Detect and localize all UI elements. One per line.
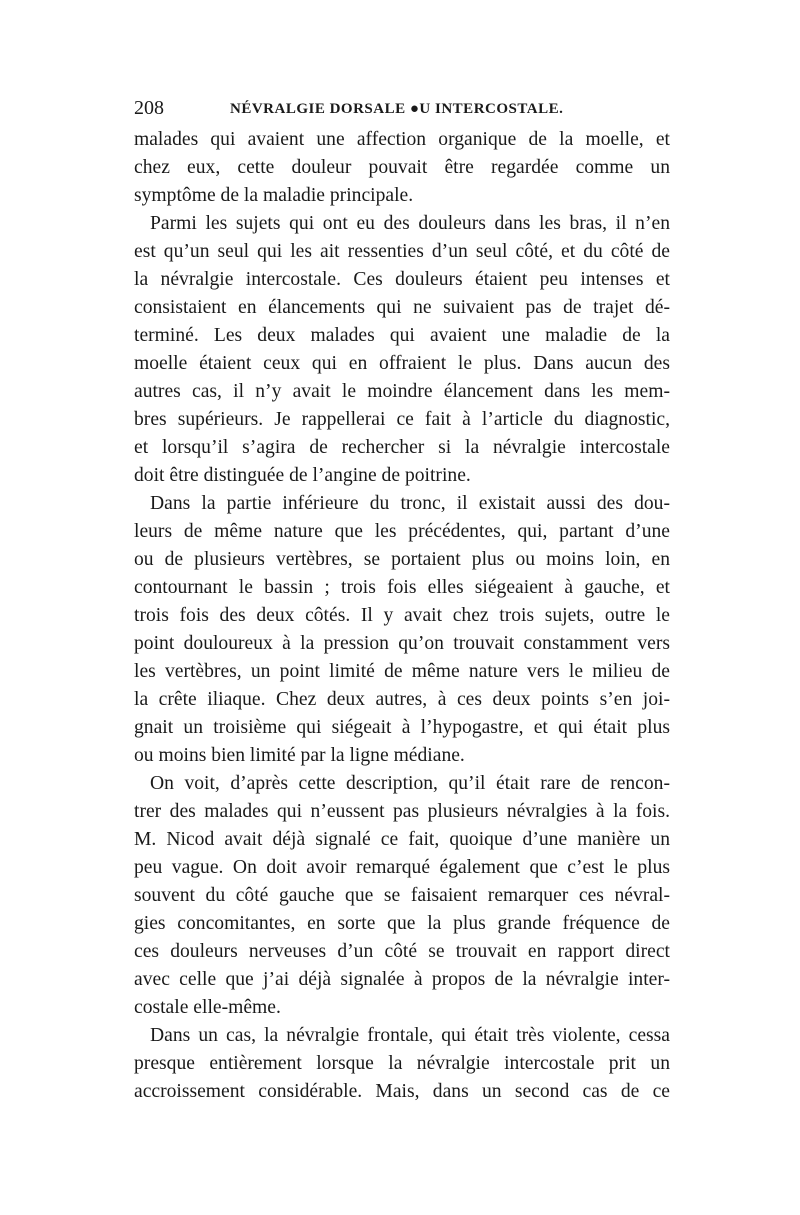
body-text [134,126,670,1106]
text-line: avec celle que j’ai déjà signalée à propos de la névralgie inter- [134,969,670,990]
text-line: est qu’un seul qui les ait ressenties d’un seul côté, et du côté de [134,241,670,262]
text-line: ou moins bien limité par la ligne médiane. [134,745,465,766]
text-line: presque entièrement lorsque la névralgie intercostale prit un [134,1053,670,1074]
text-line: M. Nicod avait déjà signalé ce fait, quoique d’une manière un [134,829,670,850]
text-line: Dans un cas, la névralgie frontale, qui était très violente, cessa [150,1025,670,1046]
page-number: 208 [134,97,164,119]
text-line: autres cas, il n’y avait le moindre élancement dans les mem- [134,381,670,402]
text-line: les vertèbres, un point limité de même nature vers le milieu de [134,661,670,682]
text-line: peu vague. On doit avoir remarqué également que c’est le plus [134,857,670,878]
text-line: terminé. Les deux malades qui avaient une maladie de la [134,325,670,346]
text-line: contournant le bassin ; trois fois elles siégeaient à gauche, et [134,577,670,598]
text-line: la névralgie intercostale. Ces douleurs étaient peu intenses et [134,269,670,290]
text-line: moelle étaient ceux qui en offraient le plus. Dans aucun des [134,353,670,374]
text-line: chez eux, cette douleur pouvait être regardée comme un [134,157,670,178]
text-line: et lorsqu’il s’agira de rechercher si la névralgie intercostale [134,437,670,458]
text-line: doit être distinguée de l’angine de poitrine. [134,465,471,486]
text-line: trois fois des deux côtés. Il y avait chez trois sujets, outre le [134,605,670,626]
text-line: ou de plusieurs vertèbres, se portaient plus ou moins loin, en [134,549,670,570]
text-line: malades qui avaient une affection organique de la moelle, et [134,129,670,150]
text-line: costale elle-même. [134,997,281,1018]
running-head [134,96,670,120]
text-line: accroissement considérable. Mais, dans un second cas de ce [134,1081,670,1102]
text-line: symptôme de la maladie principale. [134,185,414,206]
text-line: Parmi les sujets qui ont eu des douleurs dans les bras, il n’en [150,213,670,234]
text-line: bres supérieurs. Je rappellerai ce fait à l’article du diagnostic, [134,409,670,430]
text-line: consistaient en élancements qui ne suivaient pas de trajet dé- [134,297,670,318]
text-line: point douloureux à la pression qu’on trouvait constamment vers [134,633,670,654]
text-line: On voit, d’après cette description, qu’il était rare de rencon- [150,773,670,794]
text-line: la crête iliaque. Chez deux autres, à ces deux points s’en joi- [134,689,670,710]
text-line: ces douleurs nerveuses d’un côté se trouvait en rapport direct [134,941,670,962]
running-title: NÉVRALGIE DORSALE ●U INTERCOSTALE. [230,101,564,117]
text-line: gnait un troisième qui siégeait à l’hypogastre, et qui était plus [134,717,670,738]
text-line: souvent du côté gauche que se faisaient remarquer ces névral- [134,885,670,906]
text-line: gies concomitantes, en sorte que la plus grande fréquence de [134,913,670,934]
text-line: trer des malades qui n’eussent pas plusieurs névralgies à la fois. [134,801,670,822]
text-line: Dans la partie inférieure du tronc, il existait aussi des dou- [150,493,670,514]
text-line: leurs de même nature que les précédentes, qui, partant d’une [134,521,670,542]
